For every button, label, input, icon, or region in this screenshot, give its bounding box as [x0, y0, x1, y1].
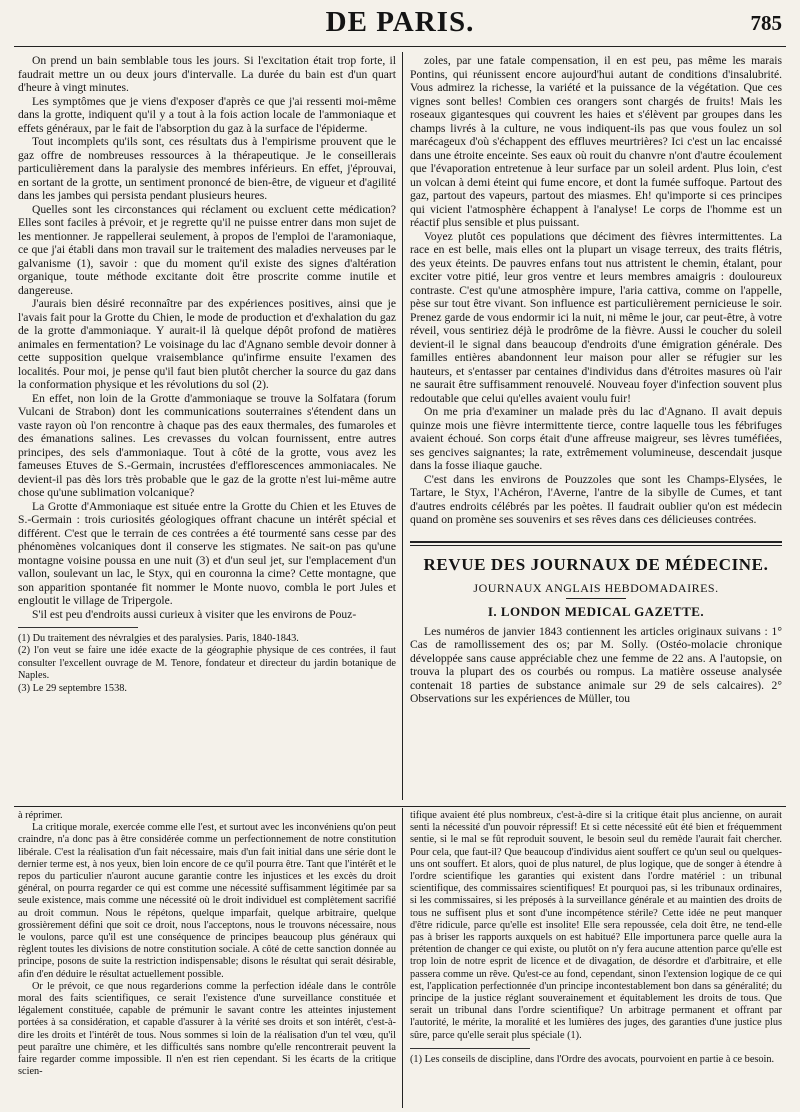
running-head	[14, 2, 786, 42]
footnotes	[410, 1054, 782, 1066]
paragraph: La critique morale, exercée comme elle l'est, et surtout avec les inconvéniens qu'on peut craindre, n'a donc pas à être considérée comme un perfectionnement de notre constitution libérale. C'est la réalisation d'un fait nécessaire, mais d'un fait initial dans une série dont le dernier terme est, à nos yeux, bien loin encore de ce qu'il pourra être. Tant que l'intérêt et le repos du particulier n'auront aucune garantie contre les injustices et les excès du droit général, on pourra regarder ce qui est comme une nécessité suffisamment légitimée par sa seule existence, mais comme une nécessité où le droit individuel est complètement sacrifié au droit commun. Nous le répétons, quelque imparfait, quelque arbitraire, quelque grossièrement défini que soit ce droit, nous l'acceptons, nous le trouvons nécessaire, nous le voulons, parce qu'il est une conséquence de principes beaucoup plus généraux qui règlent toutes les divisions de notre constitution sociale. A côté de cette sanction donnée au principe, posons de suite la restriction indispensable; disons le résultat qui serait désirable, afin d'en déduire le résultat actuellement possible.	[18, 822, 396, 980]
feuilleton-left-column	[18, 810, 396, 1108]
paragraph: Les symptômes que je viens d'exposer d'après ce que j'ai ressenti moi-même dans la grotte, indiquent qu'il y a tout à la fois action locale de l'ammoniaque et effets généraux, par le fait de l'absorption du gaz à la surface de l'épiderme.	[18, 94, 396, 135]
article-right-column	[410, 54, 782, 800]
subtitle-rule	[566, 598, 626, 599]
column-divider	[402, 52, 403, 800]
footnotes	[18, 633, 396, 695]
section-subtitle: JOURNAUX ANGLAIS HEBDOMADAIRES.	[473, 580, 719, 595]
column-divider	[402, 808, 403, 1108]
paragraph: Tout incomplets qu'ils sont, ces résultats dus à l'empirisme prouvent que le gaz offre de nombreuses ressources à la thérapeutique. Je le conseillerais particulièrement dans la paralysie des membres inférieurs. En effet, j'éprouvai, en sortant de la grotte, un sentiment prononcé de bien-être, de vigueur et d'agilité dans les jambes qui persista pendant plusieurs heures.	[18, 135, 396, 202]
paragraph: On prend un bain semblable tous les jours. Si l'excitation était trop forte, il faudrait mettre un ou deux jours d'intervalle. La durée du bain est d'un quart d'heure à vingt minutes.	[18, 54, 396, 94]
paragraph: Or le prévoit, ce que nous regarderions comme la perfection idéale dans le contrôle moral des faits scientifiques, ce serait l'existence d'une surveillance constituée et légalement constituée, capable de prémunir le savant contre les atteintes injustement portées à sa considération, et capable d'assurer à la vérité ses droits et son intérêt, c'est-à-dire les droits et l'intérêt de tous. Nous sommes si loin de la réalisation d'un tel vœu, qu'il peut paraître une chimère, et les difficultés sans nombre qu'elle rencontrerait peuvent la faire regarder comme impossible. Il n'en est rien cependant. Si les écarts de la critique scien-	[18, 980, 396, 1078]
feuilleton-right-column	[410, 810, 782, 1108]
paragraph: Quelles sont les circonstances qui réclament ou excluent cette médication? Elles sont faciles à prévoir, et je regrette qu'il ne puisse entrer dans mon sujet de les mentionner. Je rappellerai seulement, à propos de l'emploi de l'aramoniaque, ce que j'ai établi dans mon travail sur le traitement des maladies nerveuses par le galvanisme (1), savoir : que du moment qu'il existe des signes d'altération organique, toute méthode excitante doit être proscrite comme inutile et dangereuse.	[18, 202, 396, 297]
section-heading: I. LONDON MEDICAL GAZETTE.	[487, 603, 705, 619]
article-left-column	[18, 54, 396, 800]
paragraph: tifique avaient été plus nombreux, c'est-à-dire si la critique était plus ancienne, on aurait senti la nécessité d'un pouvoir répressif! Et si cette nécessité eût été bien et fréquemment sentie, si le mal se fût reproduit souvent, le besoin seul du remède l'aurait fait chercher. Pour cela, que faut-il? Que beaucoup d'individus aient souffert ce qu'un seul ou quelques-uns ont souffert. Et alors, quoi de plus naturel, de plus logique, que de songer à étendre à l'ordre scientifique les garanties qui existent dans l'ordre matériel : un tribunal scientifique, des commissaires scientifiques! Et pourquoi pas, si les tribunaux ordinaires, si les commissaires, si les préposés à la surveillance générale et au maintien des droits de tous ne suffisent plus et sont d'une incompétence stérile? Cette idée ne peut manquer d'être ridicule, parce qu'elle est insolite! Elle sera repoussée, cela doit être, ne tend-elle pas à briser les rapports auxquels on est habitué? Elle importunera parce quelle aura la prétention de changer ce qui existe, ou plutôt on n'y fera aucune attention parce qu'elle est trop loin de notre esprit de licence et de divagation, de désordre et d'arbitraire, et elle passera comme un rêve. Qu'est-ce au fond, cependant, sinon l'extension logique de ce qui est, l'application perfectionnée d'un principe incontestablement bon dans sa généralité; du principe de la justice réglant souverainement et équitablement les droits de tous. Que serait un tribunal dans l'ordre scientifique? Un arbitrage permanent et offrant par l'autorité, le mérite, la moralité et les lumières des juges, des garanties d'une justice plus sûre, parce qu'elle serait plus spéciale (1).	[410, 810, 782, 1041]
paragraph: J'aurais bien désiré reconnaître par des expériences positives, ainsi que je l'avais fait pour la Grotte du Chien, le mode de production et d'exhalation du gaz de la grotte d'ammoniaque. Y aurait-il là quelque dépôt profond de matières animales en fermentation? Le voisinage du lac d'Agnano semble devoir donner à cette supposition quelque vraisemblance qu'infirme ensuite l'examen des localités. Pour moi, je pense qu'il faut bien plutôt chercher la source du gaz dans la conformation physique et les révolutions du sol (2).	[18, 297, 396, 391]
paragraph: C'est dans les environs de Pouzzoles que sont les Champs-Elysées, le Tartare, le Styx, l'Achéron, l'Averne, l'antre de la sibylle de Cumes, et tant d'autres endroits célébrés par les poètes. Il faudrait oublier qu'on est médecin quand on promène ses souvenirs et ses rêves dans ces délicieuses contrées.	[410, 472, 782, 526]
footnote-rule	[18, 627, 138, 628]
page-divider-rule	[14, 806, 786, 807]
paragraph: La Grotte d'Ammoniaque est située entre la Grotte du Chien et les Etuves de S.-Germain : trois curiosités géologiques offrant chacune un intérêt spécial et différent. C'est que le terrain de ces contrées a été tourmenté sans cesse par des phénomènes volcaniques dont il conserve les stigmates. Ne sait-on pas qu'une montagne voisine poussa en une nuit (3) et d'un seul jet, sur l'emplacement d'un vallon, soulevant un lac, le Styx, qui en couronna la cime? Cette montagne, que son apparition spontanée fit nommer le Monte nuovo, combla le port Jules et engloutit le village de Tripergole.	[18, 499, 396, 607]
footnote: (3) Le 29 septembre 1538.	[18, 682, 127, 694]
paragraph: S'il est peu d'endroits aussi curieux à visiter que les environs de Pouz-	[32, 607, 357, 621]
footnote: (1) Les conseils de discipline, dans l'Ordre des avocats, pourvoient en partie à ce besoin.	[410, 1053, 775, 1065]
page-title: DE PARIS.	[325, 6, 475, 38]
footnote-rule	[410, 1048, 530, 1049]
paragraph: à réprimer.	[18, 810, 63, 821]
section-title: REVUE DES JOURNAUX DE MÉDECINE.	[423, 554, 769, 574]
section-rule	[410, 545, 782, 546]
section-rule	[410, 541, 782, 543]
paragraph: zoles, par une fatale compensation, il en est peu, pas même les marais Pontins, qui réunissent encore aujourd'hui autant de conditions d'insalubrité. Vous admirez la richesse, la variété et la puissance de la végétation. Que ces vignes sont belles! Combien ces orangers sont chargés de fruits! Mais les roseaux gigantesques qui couvrent les haies et s'élèvent par groupes dans les champs livrés à la culture, ne vous indiquent-ils pas que vous foulez un sol marécageux d'où s'échappent des effluves meurtrières? Ici c'est un lac encaissé dans une étroite enceinte. Ses eaux où rouit du chanvre n'ont d'autre écoulement que l'évaporation entretenue à leur surface par un soleil ardent. Plus loin, c'est un volcan à demi éteint qui fume encore, et dont la fumée suffoque. Partout des gaz, partout des vapeurs, partout des miasmes. Eh! qu'importe si ces principes qui vicient l'atmosphère échappent à l'analyse! Le corps de l'homme est un réactif plus sensible et plus puissant.	[410, 54, 782, 229]
paragraph: Voyez plutôt ces populations que déciment des fièvres intermittentes. La race en est belle, mais elles ont la plupart un visage terreux, des traits flétris, des yeux éteints. De pauvres enfans tout nus attristent le chemin, étalant, pour exciter votre pitié, leur gros ventre et leurs membres amaigris : douloureux contraste. C'est qu'une atmosphère impure, l'aria cattiva, comme on l'appelle, pèse sur tout être vivant. Son influence est particulièrement pernicieuse le soir. Prenez garde de vous endormir ici la nuit, ni même le jour, car peut-être, à votre réveil, vous sentiriez déjà le prodrôme de la fièvre. Aussi le coucher du soleil devient-il le signal dans beaucoup d'endroits d'une émigration générale. Des familles entières abandonnent leur maison pour aller se réfugier sur les hauteurs, et s'entasser par centaines d'individus dans d'étroites masures où l'air ne saurait être suffisamment renouvelé. Nouveau foyer d'infection souvent plus redoutable que celui qu'elles avaient voulu fuir!	[410, 229, 782, 405]
paragraph: En effet, non loin de la Grotte d'ammoniaque se trouve la Solfatara (forum Vulcani de Strabon) dont les communications souterraines s'étendent dans un vaste rayon où l'on rencontre à chaque pas des eaux thermales, des fumaroles et des émanations salines. Les crevasses du volcan fournissent, entre autres principes, des sels d'ammoniaque. Tout à côté de la grotte, vous avez les fameuses Etuves de S.-Germain, incrustées d'efflorescences ammoniacales. Ne devient-il pas dès lors très probable que le gaz de la grotte n'est lui-même autre chose qu'une sublimation volcanique?	[18, 391, 396, 499]
paragraph: On me pria d'examiner un malade près du lac d'Agnano. Il avait depuis quinze mois une fièvre intermittente tierce, contre laquelle tous les fébrifuges avaient échoué. Son corps était d'une affreuse maigreur, ses lèvres tuméfiées, ses gencives saignantes; la rate, extrêmement volumineuse, descendait jusque dans la fosse iliaque gauche.	[410, 405, 782, 472]
newspaper-page	[14, 0, 786, 1112]
footnote: (1) Du traitement des névralgies et des paralysies. Paris, 1840-1843.	[18, 633, 299, 644]
header-rule	[14, 46, 786, 47]
section-body: Les numéros de janvier 1843 contiennent les articles originaux suivans : 1° Cas de ramollissement des os; par M. Solly. (Ostéo-molacie chronique développée sans cause appréciable chez une femme de 22 ans. A l'autopsie, on trouva la plupart des os courbés ou rompus. La matière osseuse analysée contenait 18 parties de substance animale sur 29 de sels calcaires). 2° Observations sur les expériences de Müller, tou	[410, 624, 782, 705]
footnote: (2) l'on veut se faire une idée exacte de la géographie physique de ces contrées, il faut consulter l'excellent ouvrage de M. Tenore, fondateur et directeur du jardin botanique de Naples.	[18, 645, 396, 682]
page-number: 785	[750, 11, 782, 35]
